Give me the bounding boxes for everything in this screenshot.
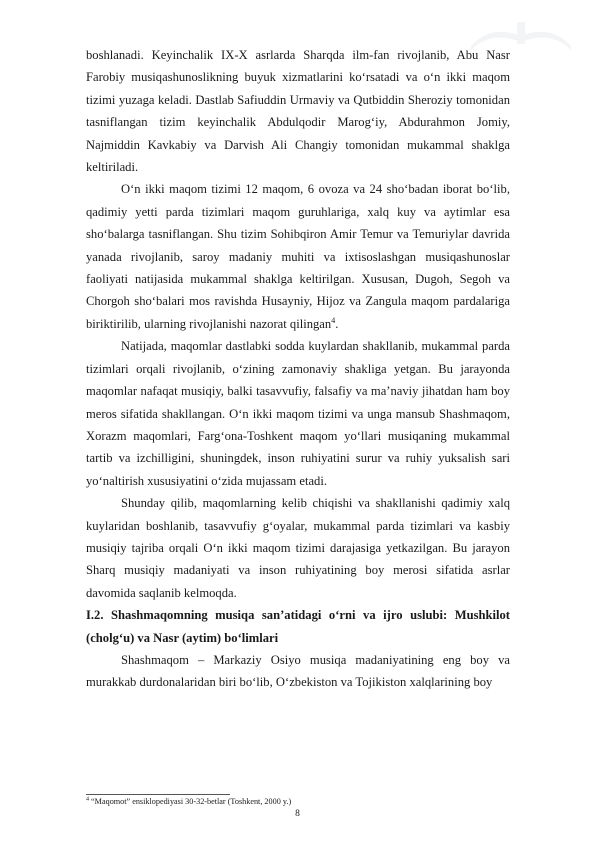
section-heading: I.2. Shashmaqomning musiqa san’atidagi o‘rni va ijro uslubi: Mushkilot (cholg‘u) va Nasr (aytim) bo‘limlari: [86, 608, 510, 645]
paragraph-4: Shunday qilib, maqomlarning kelib chiqishi va shakllanishi qadimiy xalq kuylaridan boshlanib, tasavvufiy g‘oyalar, mukammal parda tizimlari va kasbiy musiqiy tajriba orqali O‘n ikki maqom tizimi darajasiga yetkazilgan. Bu jarayon Sharq musiqiy madaniyati va inson ruhiyatining boy merosi sifatida asrlar davomida saqlanib kelmoqda.: [86, 496, 510, 600]
paragraph-1: boshlanadi. Keyinchalik IX-X asrlarda Sharqda ilm-fan rivojlanib, Abu Nasr Farobiy musiqashunoslikning buyuk xizmatlarini ko‘rsatadi va o‘n ikki maqom tizimi yuzaga keladi. Dastlab Safiuddin Urmaviy va Qutbiddin Sheroziy tomonidan tasniflangan tizim keyinchalik Abdulqodir Marog‘iy, Abdurahmon Jomiy, Najmiddin Kavkabiy va Darvish Ali Changiy tomonidan mukammal shaklga keltiriladi.: [86, 48, 510, 175]
body-text: [86, 44, 510, 694]
footnote-number: 4: [86, 796, 89, 803]
footnote-divider: [86, 794, 230, 795]
footnote-text: “Maqomot” ensiklopediyasi 30-32-betlar (Toshkent, 2000 y.): [89, 797, 292, 806]
page-number: 8: [295, 809, 300, 819]
paragraph-5: Shashmaqom – Markaziy Osiyo musiqa madaniyatining eng boy va murakkab durdonalaridan biri bo‘lib, O‘zbekiston va Tojikiston xalqlarining boy: [86, 652, 510, 690]
paragraph-2: O‘n ikki maqom tizimi 12 maqom, 6 ovoza va 24 sho‘badan iborat bo‘lib, qadimiy yetti parda tizimlari maqom guruhlariga, xalq kuy va aytimlar esa sho‘balarga tasniflangan. Shu tizim Sohibqiron Amir Temur va Temuriylar davrida yanada rivojlanib, saroy madaniy muhiti va ixtisoslashgan musiqashunoslar faoliyati natijasida mukammal shaklga keltirilgan. Xususan, Dugoh, Segoh va Chorgoh sho‘balari mos ravishda Husayniy, Hijoz va Zangula maqom pardalariga biriktirilib, ularning rivojlanishi nazorat qilingan$^4$.: [86, 182, 510, 331]
paragraph-3: Natijada, maqomlar dastlabki sodda kuylardan shakllanib, mukammal parda tizimlari orqali rivojlanib, o‘zining zamonaviy shakliga yetgan. Bu jarayonda maqomlar nafaqat musiqiy, balki tasavvufiy, falsafiy va ma’naviy jihatdan ham boy meros sifatida shakllangan. O‘n ikki maqom tizimi va unga mansub Shashmaqom, Xorazm maqomlari, Farg‘ona-Toshkent maqom yo‘llari musiqaning mukammal tartib va izchilligini, shuningdek, inson ruhiyatini surur va ruhiy yuksalish sari yo‘naltirish xususiyatini o‘zida mujassam etadi.: [86, 339, 510, 488]
paragraph-2-text: O‘n ikki maqom tizimi 12 maqom, 6 ovoza va 24 sho‘badan iborat bo‘lib, qadimiy yetti parda tizimlari maqom guruhlariga, xalq kuy va aytimlar esa sho‘balarga tasniflangan. Shu tizim Sohibqiron Amir Temur va Temuriylar davrida yanada rivojlanib, saroy madaniy muhiti va ixtisoslashgan musiqashunoslar faoliyati natijasida mukammal shaklga keltirilgan. Xususan, Dugoh, Segoh va Chorgoh sho‘balari mos ravishda Husayniy, Hijoz va Zangula maqom pardalariga biriktirilib, ularning rivojlanishi nazorat qilingan: [86, 182, 510, 331]
footnote: [86, 797, 510, 807]
footnote-ref[interactable]: 4: [331, 315, 336, 325]
